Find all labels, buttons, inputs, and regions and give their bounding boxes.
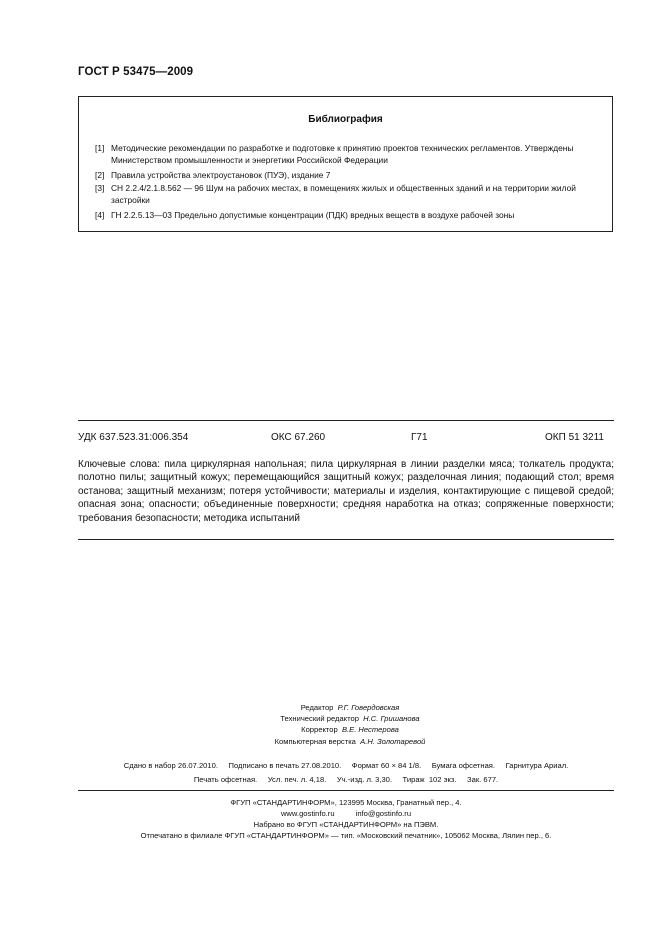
keywords-paragraph: Ключевые слова: пила циркулярная напольная; пила циркулярная в линии разделки мяса; толкатель продукта; полотно пилы; защитный кожух; перемещающийся защитный кожух; разделочная линия; подающий стол; время останова; защитный механизм; потеря устойчивости; материалы и изделия, контактирующие с пищевой средой; опасная зона; опасности; объединенные поверхности; средняя наработка на отказ; сопряженные поверхности; требования безопасности; методика испытаний <box>78 459 614 524</box>
bibliography-title: Библиография <box>308 114 383 125</box>
print-info-line-1: Сдано в набор 26.07.2010. Подписано в печать 27.08.2010. Формат 60 × 84 1/8. Бумага офсетная. Гарнитура Ариал. <box>123 761 569 770</box>
staff-name: А.Н. Золотаревой <box>360 736 426 746</box>
bibliography-box <box>78 96 613 232</box>
bibliography-item-text: Правила устройства электроустановок (ПУЭ), издание 7 <box>111 170 331 180</box>
printing-info: Отпечатано в филиале ФГУП «СТАНДАРТИНФОРМ» — тип. «Московский печатник», 105062 Москва, Лялин пер., 6. <box>140 831 552 840</box>
top-divider <box>78 420 614 421</box>
staff-list <box>200 702 500 747</box>
group-code: Г71 <box>411 432 428 443</box>
standard-code: ГОСТ Р 53475—2009 <box>78 66 194 78</box>
staff-line <box>200 702 500 713</box>
staff-line <box>200 724 500 735</box>
okp-code: ОКП 51 3211 <box>545 432 604 443</box>
bibliography-item-number: [1] <box>95 143 105 153</box>
staff-name: В.Е. Нестерова <box>341 725 399 735</box>
bibliography-item-text: Методические рекомендации по разработке и подготовке к принятию проектов технических регламентов. Утверждены Министерством промышленности и энергетики Российской Федерации <box>111 143 574 165</box>
bibliography-item-number: [3] <box>95 183 105 193</box>
bibliography-item-text: СН 2.2.4/2.1.8.562 — 96 Шум на рабочих местах, в помещениях жилых и общественных зданий и на территории жилой застройки <box>111 183 576 205</box>
bibliography-item <box>95 143 600 166</box>
typeset-info: Набрано во ФГУП «СТАНДАРТИНФОРМ» на ПЭВМ. <box>253 820 439 829</box>
staff-line <box>200 736 500 747</box>
bibliography-item <box>95 183 600 206</box>
bibliography-item <box>95 170 600 182</box>
staff-line <box>200 713 500 724</box>
publisher-web: www.gostinfo.ru info@gostinfo.ru <box>280 809 412 818</box>
print-info-line-2: Печать офсетная. Усл. печ. л. 4,18. Уч.-изд. л. 3,30. Тираж 102 экз. Зак. 677. <box>193 775 499 784</box>
bibliography-item <box>95 210 600 222</box>
staff-name: Р.Г. Говердовская <box>337 703 400 712</box>
bibliography-item-number: [4] <box>95 210 105 220</box>
keywords-divider <box>78 539 614 540</box>
udk-code: УДК 637.523.31:006.354 <box>78 432 189 443</box>
staff-role: Корректор <box>301 725 338 735</box>
staff-role: Компьютерная верстка <box>274 736 356 746</box>
staff-name: Н.С. Гришанова <box>363 714 420 724</box>
staff-role: Технический редактор <box>280 714 359 724</box>
bibliography-item-text: ГН 2.2.5.13—03 Предельно допустимые концентрации (ПДК) вредных веществ в воздухе рабочей зоны <box>111 210 515 220</box>
publisher-divider <box>78 790 614 791</box>
staff-role: Редактор <box>300 703 334 712</box>
bibliography-item-number: [2] <box>95 170 105 180</box>
publisher-address: ФГУП «СТАНДАРТИНФОРМ», 123995 Москва, Гранатный пер., 4. <box>230 798 462 807</box>
oks-code: ОКС 67.260 <box>271 432 326 443</box>
